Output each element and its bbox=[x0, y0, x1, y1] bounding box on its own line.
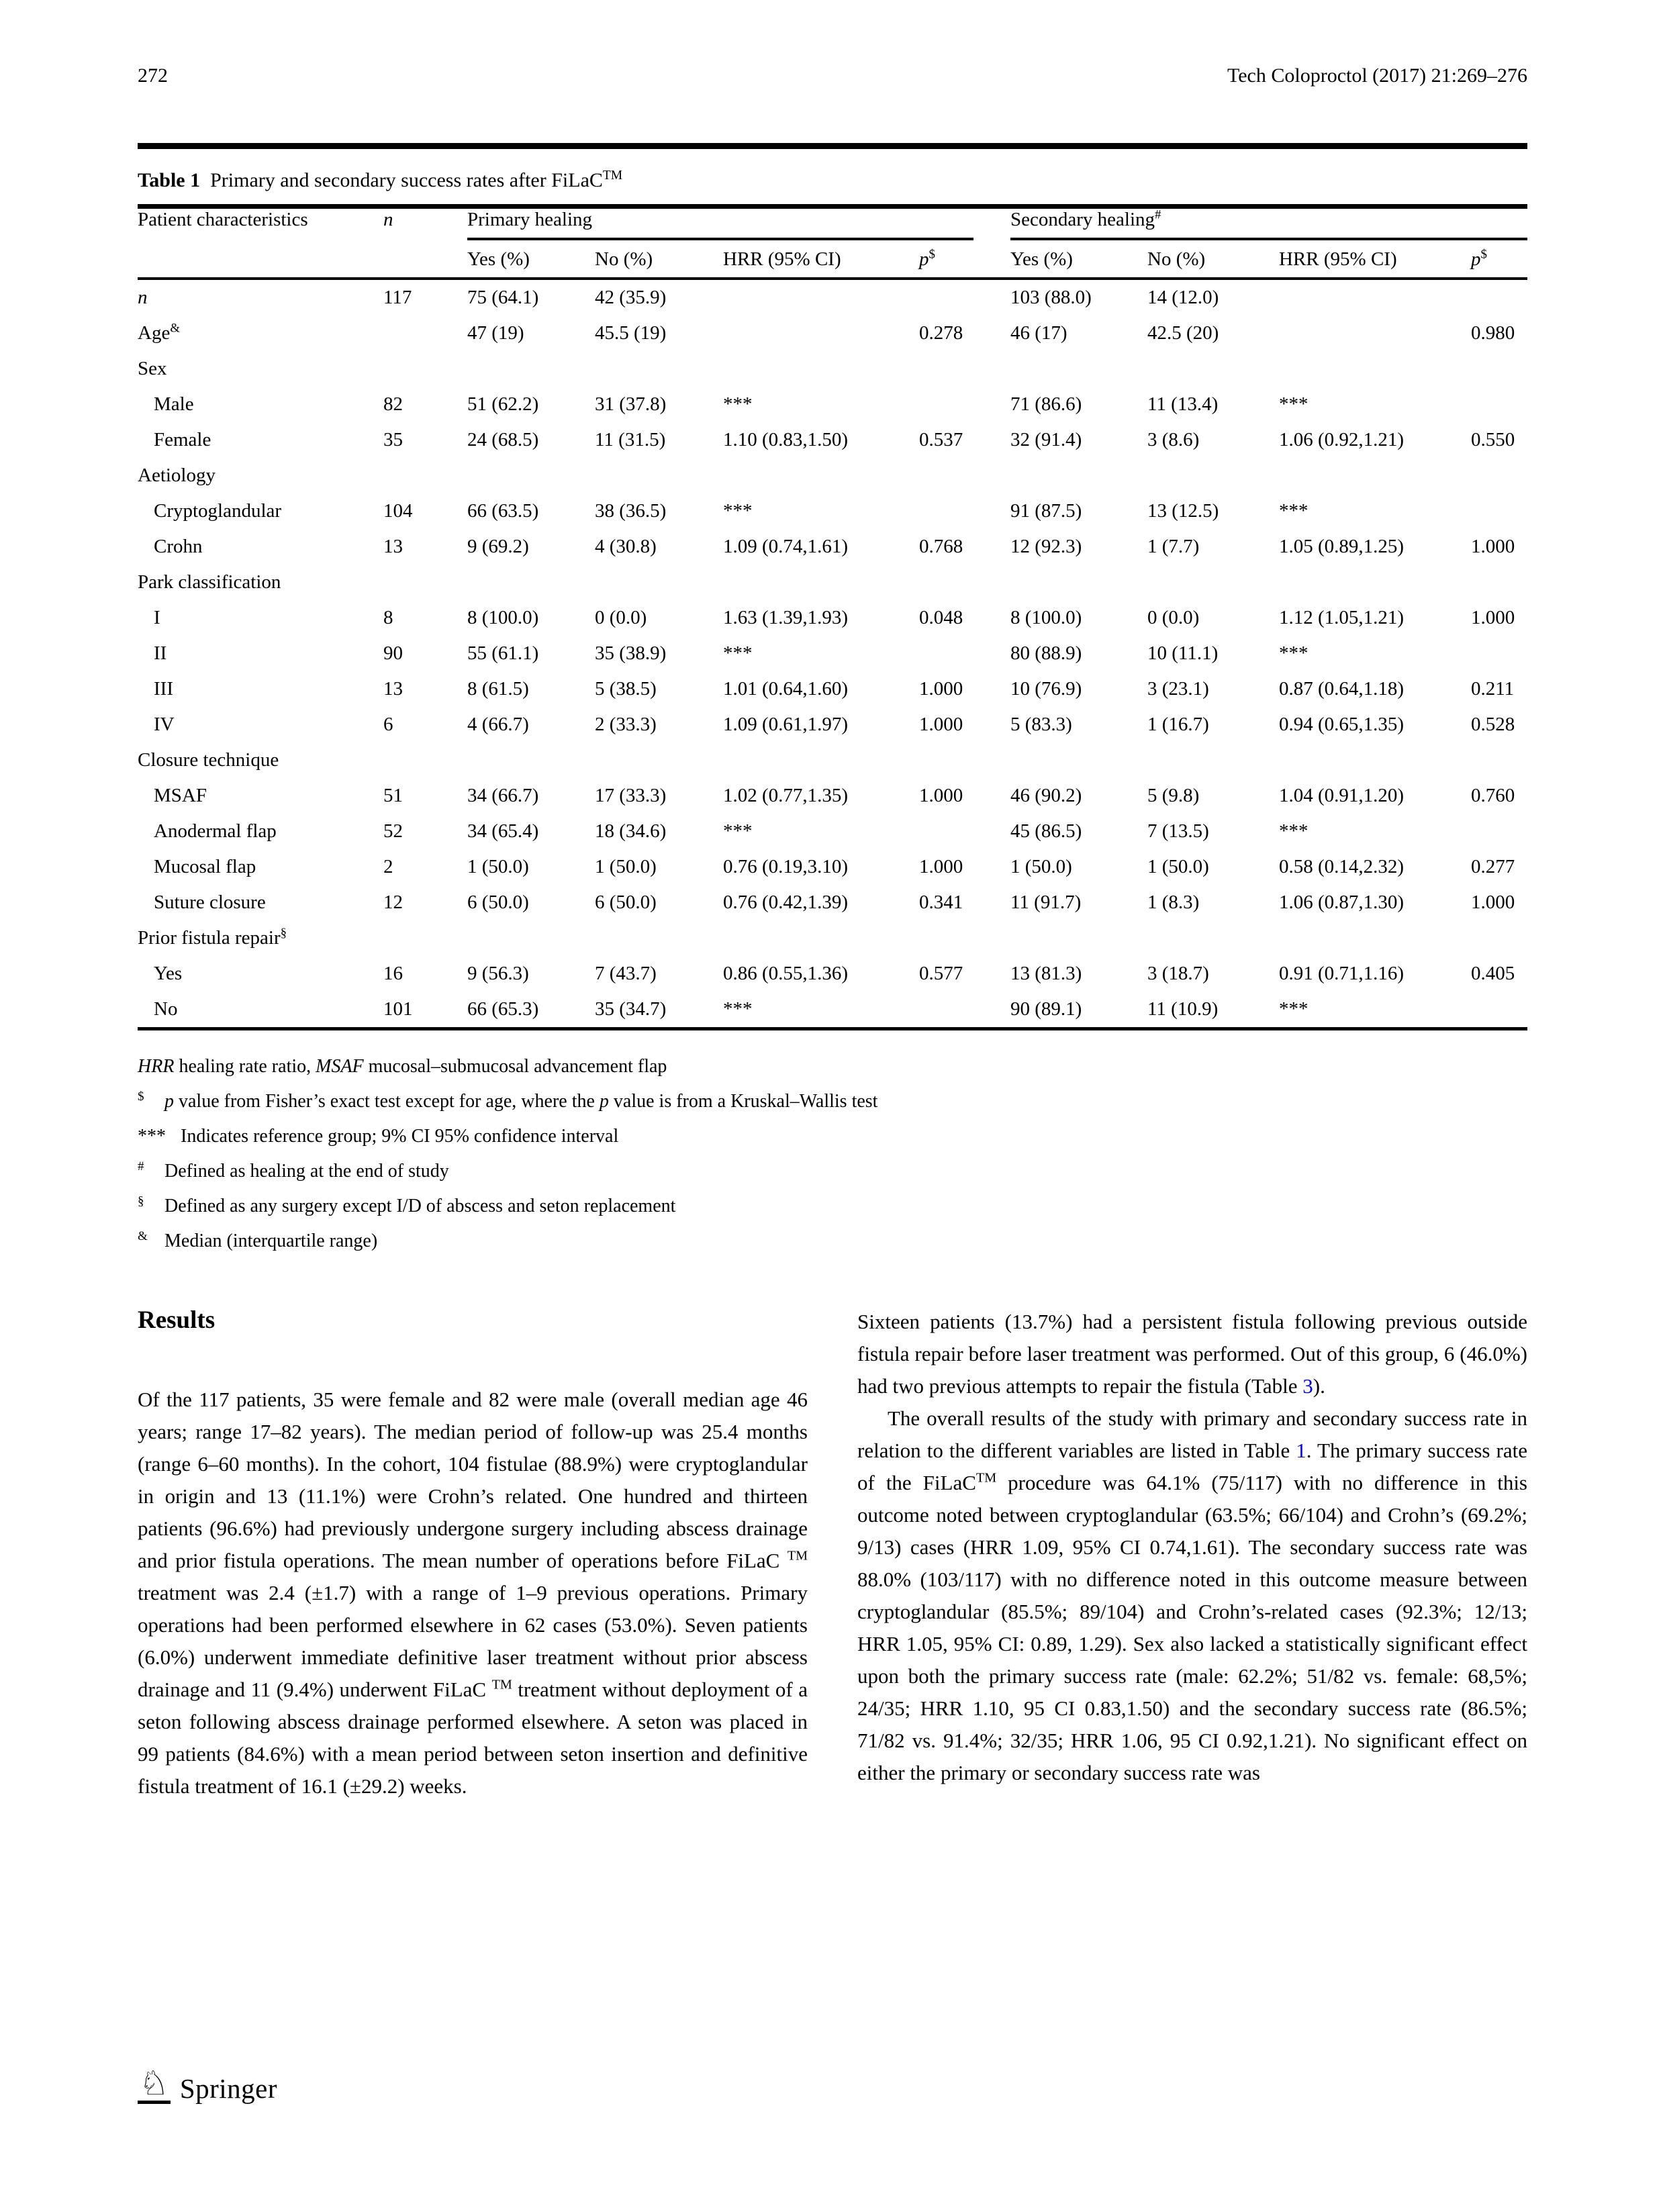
table-cell bbox=[595, 742, 723, 778]
table-cell bbox=[467, 920, 595, 956]
table-cell: 0.277 bbox=[1471, 856, 1515, 877]
table-cell bbox=[383, 565, 467, 600]
table-cell: 35 (38.9) bbox=[595, 642, 667, 664]
table-cell: 35 bbox=[383, 429, 403, 450]
table-cell bbox=[919, 280, 1010, 316]
table-footnote bbox=[138, 1049, 1527, 1084]
table-cell bbox=[919, 351, 1010, 387]
table-1-section bbox=[138, 169, 1527, 1259]
table-cell bbox=[595, 920, 723, 956]
footnote-text: Median (interquartile range) bbox=[164, 1231, 378, 1251]
table-cell: 1 (50.0) bbox=[1147, 856, 1209, 877]
table-cell: 1.06 (0.87,1.30) bbox=[1279, 892, 1405, 913]
table-cell: 6 (50.0) bbox=[595, 892, 657, 913]
table-cell: 90 bbox=[383, 642, 403, 664]
publisher-footer bbox=[138, 2066, 277, 2104]
results-paragraph: The overall results of the study with primary and secondary success rate in relation to the different variables are listed in Table 1. The primary success rate of the FiLaC™ procedure was 64.1% (75/117) with no difference in this outcome noted between cryptoglandular (63.5%; 66/104) and Crohn’s (69.2%; 9/13) cases (HRR 1.09, 95% CI 0.74,1.61). The secondary success rate was 88.0% (103/117) with no difference noted in this outcome measure between cryptoglandular (85.5%; 89/104) and Crohn’s-related cases (92.3%; 12/13; HRR 1.05, 95% CI: 0.89, 1.29). Sex also lacked a statistically significant effect upon both the primary success rate (male: 62.2%; 51/82 vs. female: 68,5%; 24/35; HRR 1.10, 95 CI 0.83,1.50) and the secondary success rate (86.5%; 71/82 vs. 91.4%; 32/35; HRR 1.06, 95 CI 0.92,1.21). No significant effect on either the primary or secondary success rate was bbox=[857, 1406, 1527, 1784]
table-cell: 3 (8.6) bbox=[1147, 429, 1200, 450]
table-row-label: IV bbox=[154, 714, 175, 735]
table-cell bbox=[1279, 565, 1471, 600]
table-row-label: Female bbox=[154, 429, 211, 450]
table-row-label: n bbox=[138, 287, 148, 308]
table-cell: 3 (18.7) bbox=[1147, 963, 1209, 984]
table-top-rule bbox=[138, 204, 1527, 209]
table-cell: 0.76 (0.19,3.10) bbox=[723, 856, 849, 877]
column-header-n: n bbox=[383, 209, 393, 230]
header-rule bbox=[138, 143, 1527, 149]
table-cell: *** bbox=[1279, 393, 1309, 415]
results-heading: Results bbox=[138, 1306, 216, 1334]
table-cell bbox=[1471, 458, 1527, 493]
table-cell bbox=[1471, 387, 1527, 422]
table-cell: 9 (56.3) bbox=[467, 963, 529, 984]
journal-reference: Tech Coloproctol (2017) 21:269–276 bbox=[1227, 64, 1527, 87]
table-cell: 1.000 bbox=[919, 678, 963, 700]
table-cell: 10 (76.9) bbox=[1010, 678, 1082, 700]
table-cell: *** bbox=[1279, 998, 1309, 1020]
footnote-text: Defined as any surgery except I/D of abscess and seton replacement bbox=[164, 1196, 676, 1216]
table-cell bbox=[919, 458, 1010, 493]
table-footnote: & Median (interquartile range) bbox=[138, 1229, 378, 1251]
results-column-left bbox=[138, 1306, 808, 1802]
table-group-row-label: Closure technique bbox=[138, 749, 279, 771]
table-cell bbox=[595, 458, 723, 493]
table-cell bbox=[919, 814, 1010, 849]
table-cell bbox=[1147, 920, 1279, 956]
table-cell bbox=[723, 351, 919, 387]
table-cell: 82 bbox=[383, 393, 403, 415]
table-cell bbox=[919, 636, 1010, 671]
table-cell: 0.76 (0.42,1.39) bbox=[723, 892, 849, 913]
table-cell bbox=[467, 742, 595, 778]
table-cell bbox=[1471, 814, 1527, 849]
footnote-text: HRR healing rate ratio, MSAF mucosal–submucosal advancement flap bbox=[138, 1056, 667, 1077]
table-cell: 13 bbox=[383, 678, 403, 700]
table-cell bbox=[467, 458, 595, 493]
table-cell: 34 (66.7) bbox=[467, 785, 539, 806]
table-cell: 66 (65.3) bbox=[467, 998, 539, 1020]
table-cell: 18 (34.6) bbox=[595, 820, 667, 842]
table-cell bbox=[723, 280, 919, 316]
table-cell: 0.58 (0.14,2.32) bbox=[1279, 856, 1405, 877]
column-subheader: HRR (95% CI) bbox=[723, 248, 841, 270]
table-cell bbox=[1010, 742, 1147, 778]
table-cell bbox=[1147, 458, 1279, 493]
table-group-row-label: Prior fistula repair§ bbox=[138, 926, 287, 949]
table-cell: 1.05 (0.89,1.25) bbox=[1279, 536, 1405, 557]
table-cell: 4 (66.7) bbox=[467, 714, 529, 735]
table-cell: 8 (100.0) bbox=[1010, 607, 1082, 628]
table-cell: 0.550 bbox=[1471, 429, 1515, 450]
table-row-label: Age& bbox=[138, 321, 180, 344]
table-cell bbox=[383, 458, 467, 493]
table-row-label: MSAF bbox=[154, 785, 207, 806]
table-row-label: Crohn bbox=[154, 536, 203, 557]
table-cell bbox=[383, 351, 467, 387]
table-cell: 1.09 (0.61,1.97) bbox=[723, 714, 849, 735]
table-cell: 17 (33.3) bbox=[595, 785, 667, 806]
table-cell bbox=[1279, 316, 1471, 351]
table-cell: 0.91 (0.71,1.16) bbox=[1279, 963, 1405, 984]
table-row-label: Suture closure bbox=[154, 892, 266, 913]
table-cell bbox=[1147, 565, 1279, 600]
table-cell: 1.000 bbox=[919, 856, 963, 877]
table-cell: 12 (92.3) bbox=[1010, 536, 1082, 557]
table-cell: 12 bbox=[383, 892, 403, 913]
table-row-label: I bbox=[154, 607, 160, 628]
table-group-row-label: Aetiology bbox=[138, 465, 216, 486]
table-cell: 1 (16.7) bbox=[1147, 714, 1209, 735]
table-cell bbox=[1279, 920, 1471, 956]
table-cell: 51 (62.2) bbox=[467, 393, 539, 415]
table-footnote: $ p value from Fisher’s exact test except for age, where the p value is from a Kruskal–Wallis test bbox=[138, 1089, 878, 1112]
table-cell bbox=[1010, 458, 1147, 493]
table-row-label: II bbox=[154, 642, 167, 664]
table-cell: 51 bbox=[383, 785, 403, 806]
table-cell: 13 (81.3) bbox=[1010, 963, 1082, 984]
table-cell: 0.980 bbox=[1471, 322, 1515, 344]
table-title: Table 1 Primary and secondary success rates after FiLaC™ bbox=[138, 169, 623, 191]
table-cell: *** bbox=[723, 642, 753, 664]
table-footnote bbox=[138, 1119, 1527, 1154]
table-cell: 1.02 (0.77,1.35) bbox=[723, 785, 849, 806]
table-cell bbox=[723, 742, 919, 778]
table-cell: 5 (83.3) bbox=[1010, 714, 1072, 735]
table-cell: 101 bbox=[383, 998, 413, 1020]
table-cell: 66 (63.5) bbox=[467, 500, 539, 522]
table-cell: 10 (11.1) bbox=[1147, 642, 1219, 664]
table-cell bbox=[383, 920, 467, 956]
publisher-name: Springer bbox=[179, 2073, 278, 2104]
table-cell: 7 (13.5) bbox=[1147, 820, 1209, 842]
table-cell: 75 (64.1) bbox=[467, 287, 539, 308]
table-bottom-rule bbox=[138, 1027, 1527, 1030]
table-row-label: Mucosal flap bbox=[154, 856, 256, 877]
table-cell: 0.341 bbox=[919, 892, 963, 913]
table-cell: 1.10 (0.83,1.50) bbox=[723, 429, 849, 450]
table-cell: 0.048 bbox=[919, 607, 963, 628]
column-subheader: p$ bbox=[1471, 247, 1487, 270]
table-cell: 47 (19) bbox=[467, 322, 524, 344]
table-row-label: Male bbox=[154, 393, 194, 415]
table-cell: 1.01 (0.64,1.60) bbox=[723, 678, 849, 700]
table-cell: 8 bbox=[383, 607, 393, 628]
results-paragraph: Sixteen patients (13.7%) had a persistent fistula following previous outside fistula repair before laser treatment was performed. Out of this group, 6 (46.0%) had two previous attempts to repair the fistula (Table 3). bbox=[857, 1310, 1527, 1398]
table-cell bbox=[1471, 493, 1527, 529]
table-cell: 55 (61.1) bbox=[467, 642, 539, 664]
table-cell: 0.760 bbox=[1471, 785, 1515, 806]
table-cell: 14 (12.0) bbox=[1147, 287, 1219, 308]
table-cell: 31 (37.8) bbox=[595, 393, 667, 415]
table-cell: 1.04 (0.91,1.20) bbox=[1279, 785, 1405, 806]
table-footnote: § Defined as any surgery except I/D of abscess and seton replacement bbox=[138, 1194, 676, 1216]
table-cell: *** bbox=[723, 820, 753, 842]
column-subheader: No (%) bbox=[1147, 248, 1206, 270]
footnote-text: Indicates reference group; 9% CI 95% confidence interval bbox=[181, 1126, 619, 1147]
table-cell bbox=[919, 992, 1010, 1027]
table-cell bbox=[1471, 351, 1527, 387]
table-cell bbox=[1471, 636, 1527, 671]
table-cell: 8 (61.5) bbox=[467, 678, 529, 700]
table-cell: *** bbox=[1279, 820, 1309, 842]
table-cell bbox=[467, 565, 595, 600]
table-cell: 52 bbox=[383, 820, 403, 842]
table-cell bbox=[919, 387, 1010, 422]
table-cell: 9 (69.2) bbox=[467, 536, 529, 557]
table-cell: 1.000 bbox=[1471, 607, 1515, 628]
table-cell bbox=[1010, 351, 1147, 387]
table-cell: 0 (0.0) bbox=[595, 607, 647, 628]
table-cell: 46 (17) bbox=[1010, 322, 1067, 344]
table-cell: 0.405 bbox=[1471, 963, 1515, 984]
table-cell: 90 (89.1) bbox=[1010, 998, 1082, 1020]
table-cell: 8 (100.0) bbox=[467, 607, 539, 628]
table-cell bbox=[595, 351, 723, 387]
footnote-text: p value from Fisher’s exact test except for age, where the p value is from a Kruskal–Wallis test bbox=[164, 1091, 878, 1112]
table-cell bbox=[723, 565, 919, 600]
table-cell: 1 (50.0) bbox=[467, 856, 529, 877]
table-cell: 1.06 (0.92,1.21) bbox=[1279, 429, 1405, 450]
table-row-label: Anodermal flap bbox=[154, 820, 277, 842]
table-cell: 11 (10.9) bbox=[1147, 998, 1219, 1020]
table-cell: 11 (31.5) bbox=[595, 429, 666, 450]
page-number: 272 bbox=[138, 64, 168, 87]
table-cell bbox=[919, 742, 1010, 778]
table-cell: 1.000 bbox=[919, 714, 963, 735]
table-cell bbox=[1471, 992, 1527, 1027]
table-cell bbox=[919, 493, 1010, 529]
table-body bbox=[138, 280, 1527, 1027]
table-cell: 0.577 bbox=[919, 963, 963, 984]
table-cell: *** bbox=[1279, 642, 1309, 664]
table-cell: 46 (90.2) bbox=[1010, 785, 1082, 806]
table-cell: *** bbox=[723, 998, 753, 1020]
table-cell bbox=[1010, 920, 1147, 956]
column-subheader: p$ bbox=[919, 247, 935, 270]
table-cell: 1.000 bbox=[1471, 892, 1515, 913]
table-cell: 24 (68.5) bbox=[467, 429, 539, 450]
table-cell: 1 (7.7) bbox=[1147, 536, 1200, 557]
table-cell bbox=[1471, 280, 1527, 316]
table-row-label: III bbox=[154, 678, 173, 700]
table-cell: 0.278 bbox=[919, 322, 963, 344]
table-cell bbox=[383, 742, 467, 778]
table-cell: 0.537 bbox=[919, 429, 963, 450]
table-row-label: No bbox=[154, 998, 178, 1020]
table-cell bbox=[1471, 920, 1527, 956]
table-cell: 0 (0.0) bbox=[1147, 607, 1200, 628]
table-cell: 1.12 (1.05,1.21) bbox=[1279, 607, 1405, 628]
table-cell: 38 (36.5) bbox=[595, 500, 667, 522]
column-group-primary-healing: Primary healing bbox=[467, 209, 593, 230]
table-cell: 13 bbox=[383, 536, 403, 557]
table-cell: 34 (65.4) bbox=[467, 820, 539, 842]
table-cell: 6 bbox=[383, 714, 393, 735]
table-cell bbox=[919, 920, 1010, 956]
table-cell: 5 (9.8) bbox=[1147, 785, 1200, 806]
table-cell: 1 (8.3) bbox=[1147, 892, 1200, 913]
table-cell: 6 (50.0) bbox=[467, 892, 529, 913]
table-cell: *** bbox=[1279, 500, 1309, 522]
table-ref-link[interactable]: 1 bbox=[1296, 1439, 1306, 1462]
table-cell bbox=[1279, 458, 1471, 493]
table-cell: 91 (87.5) bbox=[1010, 500, 1082, 522]
table-cell: 11 (91.7) bbox=[1010, 892, 1082, 913]
table-cell: 42.5 (20) bbox=[1147, 322, 1219, 344]
table-cell bbox=[1471, 565, 1527, 600]
table-cell bbox=[467, 351, 595, 387]
table-cell: 11 (13.4) bbox=[1147, 393, 1219, 415]
table-cell: 7 (43.7) bbox=[595, 963, 657, 984]
table-footnotes bbox=[138, 1049, 1527, 1259]
table-cell: 117 bbox=[383, 287, 412, 308]
running-head bbox=[138, 64, 1527, 87]
table-cell: *** bbox=[723, 500, 753, 522]
table-ref-link[interactable]: 3 bbox=[1302, 1374, 1313, 1398]
column-group-secondary-healing: Secondary healing# bbox=[1010, 207, 1161, 230]
table-cell bbox=[723, 920, 919, 956]
table-group-row-label: Sex bbox=[138, 358, 167, 379]
table-cell bbox=[1279, 280, 1471, 316]
table-cell: 1.09 (0.74,1.61) bbox=[723, 536, 849, 557]
column-subheader: Yes (%) bbox=[1010, 248, 1073, 270]
table-cell: 0.87 (0.64,1.18) bbox=[1279, 678, 1405, 700]
table-cell bbox=[919, 565, 1010, 600]
table-cell bbox=[1471, 742, 1527, 778]
table-cell bbox=[1147, 742, 1279, 778]
table-cell: 0.94 (0.65,1.35) bbox=[1279, 714, 1405, 735]
table-cell: 2 (33.3) bbox=[595, 714, 657, 735]
table-cell: 3 (23.1) bbox=[1147, 678, 1209, 700]
table-cell: 4 (30.8) bbox=[595, 536, 657, 557]
table-cell: 32 (91.4) bbox=[1010, 429, 1082, 450]
table-cell: *** bbox=[723, 393, 753, 415]
table-cell bbox=[1010, 565, 1147, 600]
table-cell bbox=[1147, 351, 1279, 387]
table-cell: 45 (86.5) bbox=[1010, 820, 1082, 842]
table-header bbox=[138, 209, 1527, 280]
table-footnote: # Defined as healing at the end of study bbox=[138, 1159, 449, 1182]
springer-knight-icon: ♘ bbox=[139, 2064, 169, 2103]
table-row-label: Cryptoglandular bbox=[154, 500, 282, 522]
table-cell: 71 (86.6) bbox=[1010, 393, 1082, 415]
table-cell: 2 bbox=[383, 856, 393, 877]
table-cell bbox=[1279, 742, 1471, 778]
table-cell: 35 (34.7) bbox=[595, 998, 667, 1020]
table-group-row-label: Park classification bbox=[138, 571, 281, 593]
table-cell: 103 (88.0) bbox=[1010, 287, 1092, 308]
table-cell: 1 (50.0) bbox=[1010, 856, 1072, 877]
table-cell: 1.000 bbox=[1471, 536, 1515, 557]
table-cell bbox=[723, 316, 919, 351]
table-cell bbox=[723, 458, 919, 493]
table-cell: 42 (35.9) bbox=[595, 287, 667, 308]
table-row-label: Yes bbox=[154, 963, 183, 984]
footnote-marker: *** bbox=[138, 1126, 166, 1147]
table-cell: 13 (12.5) bbox=[1147, 500, 1219, 522]
results-column-right bbox=[857, 1306, 1527, 1789]
column-header-patient-characteristics: Patient characteristics bbox=[138, 209, 308, 230]
results-paragraph: Of the 117 patients, 35 were female and 82 were male (overall median age 46 years; range 17–82 years). The median period of follow-up was 25.4 months (range 6–60 months). In the cohort, 104 fistulae (88.9%) were cryptoglandular in origin and 13 (11.1%) were Crohn’s related. One hundred and thirteen patients (96.6%) had previously undergone surgery including abscess drainage and prior fistula operations. The mean number of operations before FiLaC ™ treatment was 2.4 (±1.7) with a range of 1–9 previous operations. Primary operations had been performed elsewhere in 62 cases (53.0%). Seven patients (6.0%) underwent immediate definitive laser treatment without prior abscess drainage and 11 (9.4%) underwent FiLaC ™ treatment without deployment of a seton following abscess drainage performed elsewhere. A seton was placed in 99 patients (84.6%) with a mean period between seton insertion and definitive fistula treatment of 16.1 (±29.2) weeks. bbox=[138, 1388, 808, 1798]
table-cell bbox=[1279, 351, 1471, 387]
table-cell: 0.86 (0.55,1.36) bbox=[723, 963, 849, 984]
table-cell: 16 bbox=[383, 963, 403, 984]
column-subheader: No (%) bbox=[595, 248, 653, 270]
table-cell bbox=[383, 316, 467, 351]
table-cell bbox=[595, 565, 723, 600]
column-subheader: HRR (95% CI) bbox=[1279, 248, 1397, 270]
table-cell: 0.768 bbox=[919, 536, 963, 557]
column-subheader: Yes (%) bbox=[467, 248, 530, 270]
footnote-text: Defined as healing at the end of study bbox=[164, 1161, 449, 1182]
table-cell: 45.5 (19) bbox=[595, 322, 667, 344]
table-cell: 0.528 bbox=[1471, 714, 1515, 735]
table-cell: 0.211 bbox=[1471, 678, 1515, 700]
table-cell: 104 bbox=[383, 500, 413, 522]
table-cell: 1 (50.0) bbox=[595, 856, 657, 877]
table-cell: 80 (88.9) bbox=[1010, 642, 1082, 664]
table-cell: 1.63 (1.39,1.93) bbox=[723, 607, 849, 628]
table-cell: 1.000 bbox=[919, 785, 963, 806]
table-cell: 5 (38.5) bbox=[595, 678, 657, 700]
